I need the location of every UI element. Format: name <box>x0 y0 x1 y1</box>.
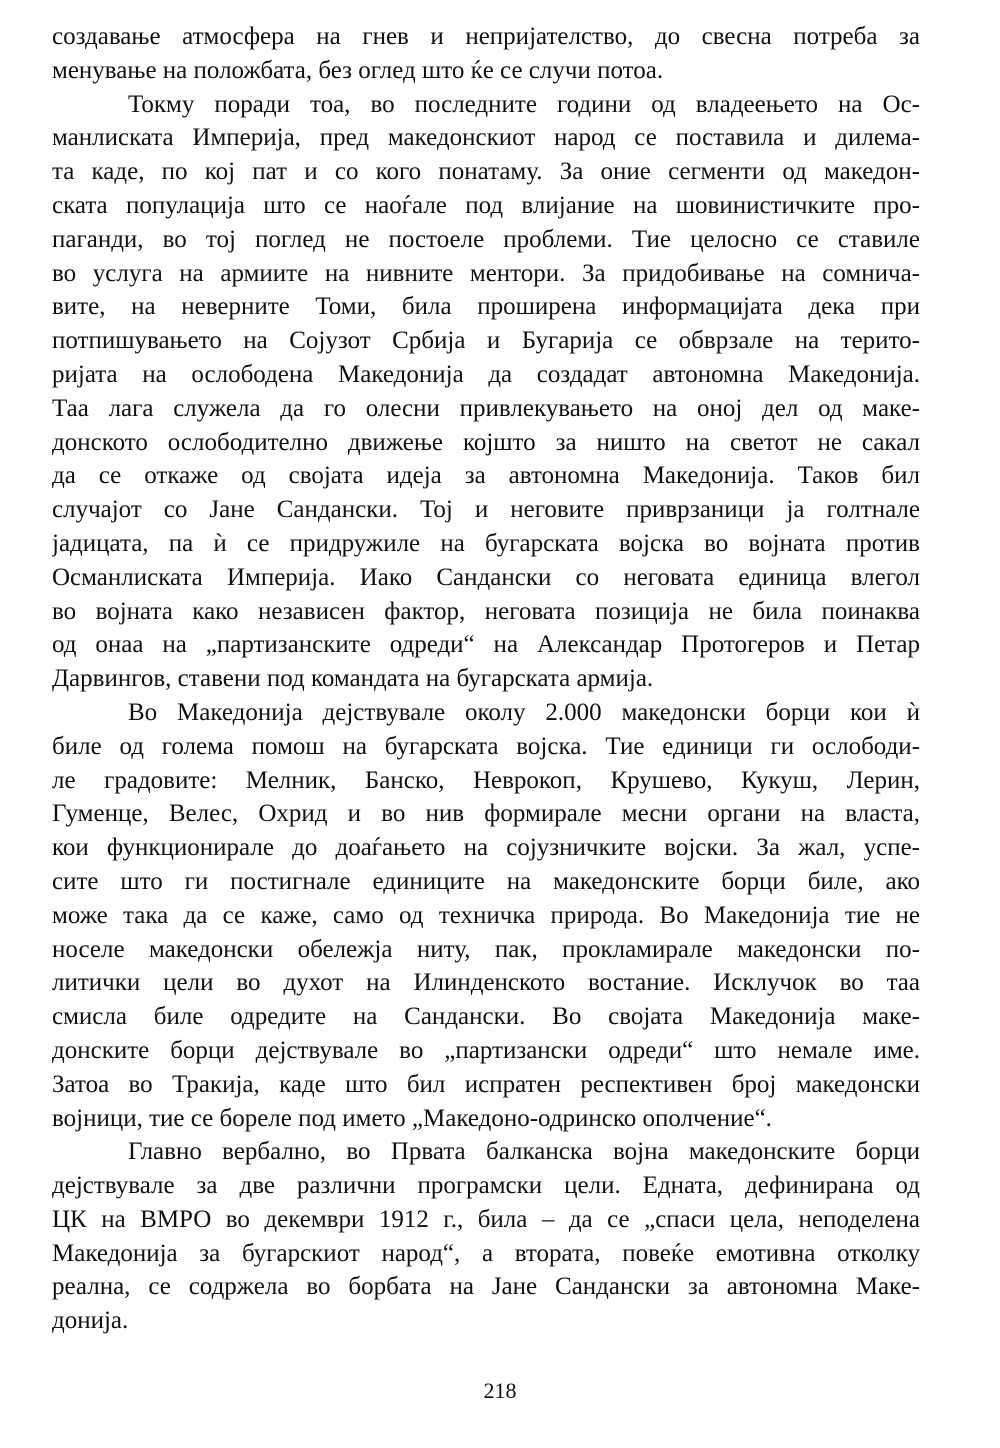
text-line: реална, се содржела во борбата на Јане Сандански за автономна Маке- <box>52 1273 920 1301</box>
text-line: донија. <box>52 1307 129 1335</box>
text-line: случајот со Јане Сандански. Тој и неговите приврзаници ја голтнале <box>52 496 920 524</box>
text-line: биле од голема помош на бугарската војска. Тие единици ги ослободи- <box>52 732 920 760</box>
text-line: донските борци дејствувале во „партизански одреди“ што немале име. <box>52 1036 920 1064</box>
text-line: паганди, во тој поглед не постоеле проблеми. Тие целосно се ставиле <box>52 225 920 253</box>
text-line: ската популација што се наоѓале под влијание на шовинистичките про- <box>52 191 920 219</box>
text-line: во војната како независен фактор, неговата позиција не била поинаква <box>52 597 920 625</box>
paragraph <box>52 696 920 1135</box>
text-line: може така да се каже, само од техничка природа. Во Македонија тие не <box>52 901 920 929</box>
paragraph <box>52 20 920 88</box>
paragraph <box>52 88 920 696</box>
text-line: Затоа во Тракија, каде што бил испратен респективен број македонски <box>52 1070 920 1098</box>
text-line: носеле македонски обележја ниту, пак, прокламирале македонски по- <box>52 935 920 963</box>
text-line: Токму поради тоа, во последните години од владеењето на Ос- <box>128 90 920 118</box>
body-text <box>52 20 920 1338</box>
text-line: Дарвингов, ставени под командата на бугарската армија. <box>52 665 654 693</box>
page-number: 218 <box>483 1378 517 1403</box>
text-line: кои функционирале до доаѓањето на сојузничките војски. За жал, успе- <box>52 834 920 862</box>
text-line: сите што ги постигнале единиците на македонските борци биле, ако <box>52 867 920 895</box>
text-line: потпишувањето на Сојузот Србија и Бугарија се обврзале на терито- <box>52 327 920 355</box>
text-line: смисла биле одредите на Сандански. Во својата Македонија маке- <box>52 1003 920 1031</box>
text-line: донското ослободително движење којшто за ништо на светот не сакал <box>52 428 920 456</box>
text-line: дејствувале за две различни програмски цели. Едната, дефинирана од <box>52 1172 920 1200</box>
text-line: вите, на неверните Томи, била проширена информацијата дека при <box>52 293 920 321</box>
text-line: Гуменце, Велес, Охрид и во нив формирале месни органи на власта, <box>52 800 920 828</box>
text-line: создавање атмосфера на гнев и непријателство, до свесна потреба за <box>52 23 920 50</box>
text-line: од онаа на „партизанските одреди“ на Александар Протогеров и Петар <box>52 631 920 659</box>
text-line: литички цели во духот на Илинденското востание. Исклучок во таа <box>52 969 920 997</box>
text-line: Османлиската Империја. Иако Сандански со неговата единица влегол <box>52 563 920 591</box>
text-line: манлиската Империја, пред македонскиот народ се поставила и дилема- <box>52 124 920 152</box>
text-line: Главно вербално, во Првата балканска војна македонските борци <box>128 1138 920 1166</box>
text-line: ријата на ослободена Македонија да создадат автономна Македонија. <box>52 360 920 388</box>
text-line: Во Македонија дејствувале околу 2.000 македонски борци кои ѝ <box>128 698 920 726</box>
text-line: та каде, по кој пат и со кого понатаму. За оние сегменти од македон- <box>52 158 920 186</box>
text-line: ЦК на ВМРО во декември 1912 г., била – да се „спаси цела, неподелена <box>52 1205 920 1233</box>
text-line: Таа лага служела да го олесни привлекувањето на оној дел од маке- <box>52 394 920 422</box>
text-line: јадицата, па ѝ се придружиле на бугарската војска во војната против <box>52 529 920 557</box>
text-line: ле градовите: Мелник, Банско, Неврокоп, Крушево, Кукуш, Лерин, <box>52 766 920 794</box>
text-line: да се откаже од својата идеја за автономна Македонија. Таков бил <box>52 462 920 490</box>
text-line: во услуга на армиите на нивните ментори. За придобивање на сомнича- <box>52 259 920 287</box>
text-line: менување на положбата, без оглед што ќе се случи потоа. <box>52 56 664 84</box>
text-line: војници, тие се бореле под името „Македоно-одринско ополчение“. <box>52 1104 772 1132</box>
text-line: Македонија за бугарскиот народ“, а втората, повеќе емотивна отколку <box>52 1239 920 1267</box>
paragraph <box>52 1135 920 1338</box>
